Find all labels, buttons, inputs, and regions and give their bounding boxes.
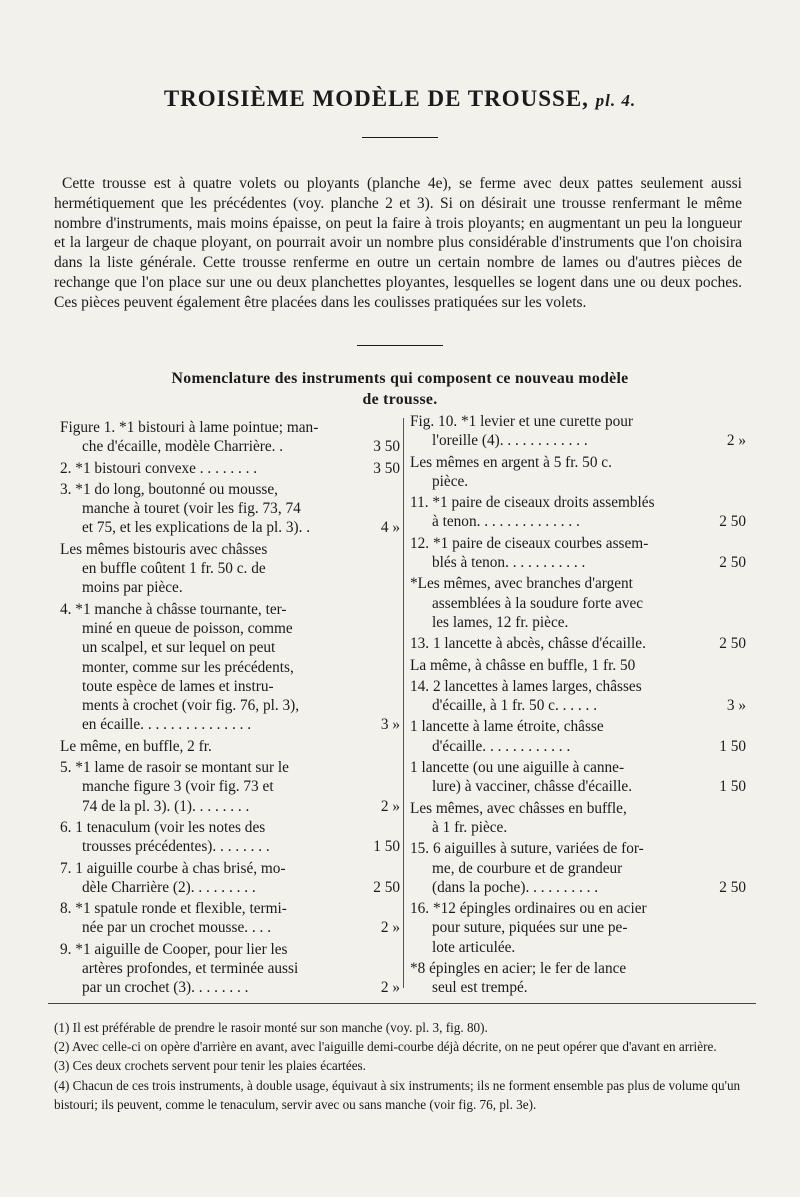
- entry-line: assemblées à la soudure forte avec: [432, 594, 644, 612]
- entry-line: trousses précédentes). . . . . . . . 1 50: [82, 838, 400, 856]
- entry-line: *8 épingles en acier; le fer de lance: [410, 960, 627, 978]
- right-entry: [410, 959, 746, 998]
- footnotes: [54, 1018, 754, 1114]
- entry-line: Les mêmes en argent à 5 fr. 50 c.: [410, 453, 612, 471]
- left-entry: [60, 758, 400, 816]
- footnote-rule: [48, 1003, 756, 1004]
- price: 2 50: [719, 513, 746, 531]
- section-rule: [357, 345, 443, 346]
- footnote-1: (1) Il est préférable de prendre le rasoir monté sur son manche (voy. pl. 3, fig. 80).: [54, 1020, 488, 1035]
- entry-line: 14. 2 lancettes à lames larges, châsses: [410, 677, 642, 695]
- price: 3 »: [726, 697, 746, 715]
- entry-line: 2. *1 bistouri convexe . . . . . . . . 3 50: [60, 459, 400, 477]
- entry-line: à tenon. . . . . . . . . . . . . . 2 50: [432, 513, 746, 531]
- price: 3 »: [380, 716, 400, 734]
- right-entry: [410, 899, 746, 957]
- entry-line: et 75, et les explications de la pl. 3). . 4 »: [82, 519, 400, 537]
- right-entry: [410, 634, 746, 653]
- price: 4 »: [380, 519, 400, 537]
- entry-line: me, de courbure et de grandeur: [432, 859, 623, 877]
- entry-line: blés à tenon. . . . . . . . . . . 2 50: [432, 554, 746, 572]
- left-entry: [60, 480, 400, 538]
- entry-line: 1 lancette (ou une aiguille à canne-: [410, 759, 625, 777]
- entry-line: (dans la poche). . . . . . . . . . 2 50: [432, 878, 746, 896]
- title-plate: pl. 4.: [595, 91, 637, 110]
- entry-line: miné en queue de poisson, comme: [82, 619, 293, 637]
- right-column: [410, 412, 746, 1000]
- left-entry: [60, 540, 400, 598]
- entry-line: 11. *1 paire de ciseaux droits assemblés: [410, 494, 655, 512]
- nomenclature-heading: [50, 368, 750, 410]
- price: 2 »: [726, 432, 746, 450]
- left-entry: [60, 940, 400, 998]
- right-entry: [410, 799, 746, 838]
- column-divider: [403, 418, 404, 988]
- entry-line: manche à touret (voir les fig. 73, 74: [82, 500, 301, 518]
- left-entry: [60, 600, 400, 735]
- right-entry: [410, 493, 746, 532]
- price: 2 »: [380, 919, 400, 937]
- entry-line: 74 de la pl. 3). (1). . . . . . . . 2 »: [82, 797, 400, 815]
- right-entry: [410, 412, 746, 451]
- right-entry: [410, 534, 746, 573]
- entry-line: 4. *1 manche à châsse tournante, ter-: [60, 600, 287, 618]
- heading-line-2: de trousse.: [362, 391, 438, 408]
- entry-line: les lames, 12 fr. pièce.: [432, 613, 569, 631]
- price: 3 50: [373, 459, 400, 477]
- right-entry: [410, 574, 746, 632]
- left-column: [60, 418, 400, 1000]
- entry-line: 16. *12 épingles ordinaires ou en acier: [410, 900, 647, 918]
- left-entry: [60, 418, 400, 457]
- price: 2 »: [380, 797, 400, 815]
- entry-line: ments à crochet (voir fig. 76, pl. 3),: [82, 697, 300, 715]
- left-entry: [60, 899, 400, 938]
- price: 2 50: [719, 878, 746, 896]
- price: 1 50: [373, 838, 400, 856]
- entry-line: pièce.: [432, 472, 469, 490]
- entry-line: lote articulée.: [432, 938, 516, 956]
- entry-gap: [60, 998, 400, 1000]
- entry-line: d'écaille, à 1 fr. 50 c. . . . . . 3 »: [432, 697, 746, 715]
- title-main: TROISIÈME MODÈLE DE TROUSSE,: [163, 86, 589, 111]
- entry-line: un scalpel, et sur lequel on peut: [82, 639, 276, 657]
- entry-line: à 1 fr. pièce.: [432, 818, 508, 836]
- entry-line: 9. *1 aiguille de Cooper, pour lier les: [60, 940, 288, 958]
- entry-line: dèle Charrière (2). . . . . . . . . 2 50: [82, 878, 400, 896]
- left-entry: [60, 818, 400, 857]
- entry-line: d'écaille. . . . . . . . . . . . 1 50: [432, 737, 746, 755]
- entry-line: pour suture, piquées sur une pe-: [432, 919, 628, 937]
- price: 2 »: [380, 979, 400, 997]
- heading-line-1: Nomenclature des instruments qui composent ce nouveau modèle: [171, 370, 629, 387]
- entry-line: 3. *1 do long, boutonné ou mousse,: [60, 480, 278, 498]
- entry-line: par un crochet (3). . . . . . . . 2 »: [82, 979, 400, 997]
- entry-line: Les mêmes bistouris avec châsses: [60, 540, 268, 558]
- footnote-3: (3) Ces deux crochets servent pour tenir les plaies écartées.: [54, 1058, 366, 1074]
- price: 2 50: [373, 878, 400, 896]
- entry-line: 6. 1 tenaculum (voir les notes des: [60, 818, 266, 836]
- entry-line: manche figure 3 (voir fig. 73 et: [82, 778, 274, 796]
- right-entry: [410, 717, 746, 756]
- entry-line: 15. 6 aiguilles à suture, variées de for-: [410, 840, 644, 858]
- entry-line: seul est trempé.: [432, 979, 528, 997]
- right-entry: [410, 453, 746, 492]
- entry-line: en buffle coûtent 1 fr. 50 c. de: [82, 560, 266, 578]
- entry-line: che d'écaille, modèle Charrière. . 3 50: [82, 438, 400, 456]
- entry-line: 5. *1 lame de rasoir se montant sur le: [60, 759, 289, 777]
- footnote-4: (4) Chacun de ces trois instruments, à double usage, équivaut à six instruments; ils ne forment ensemble pas plus de volume qu'un bistouri; ils peuvent, comme le tenaculum, servir avec ou sans manche (voir fig. 76, pl. 3e).: [54, 1077, 741, 1112]
- page-title: [0, 86, 800, 112]
- price: 2 50: [719, 554, 746, 572]
- entry-line: artères profondes, et terminée aussi: [82, 960, 299, 978]
- price: 1 50: [719, 778, 746, 796]
- entry-line: Figure 1. *1 bistouri à lame pointue; man-: [60, 419, 319, 436]
- title-rule: [362, 137, 438, 138]
- entry-line: 13. 1 lancette à abcès, châsse d'écaille. 2 50: [410, 635, 746, 653]
- entry-line: 7. 1 aiguille courbe à chas brisé, mo-: [60, 859, 286, 877]
- price: 1 50: [719, 737, 746, 755]
- right-entry: [410, 677, 746, 716]
- right-entry: [410, 758, 746, 797]
- entry-line: Le même, en buffle, 2 fr.: [60, 737, 212, 755]
- entry-line: l'oreille (4). . . . . . . . . . . . 2 »: [432, 432, 746, 450]
- entry-line: Fig. 10. *1 levier et une curette pour: [410, 413, 634, 430]
- right-entry: [410, 839, 746, 897]
- entry-line: Les mêmes, avec châsses en buffle,: [410, 799, 627, 817]
- entry-line: toute espèce de lames et instru-: [82, 677, 274, 695]
- entry-line: monter, comme sur les précédents,: [82, 658, 294, 676]
- entry-line: en écaille. . . . . . . . . . . . . . . 3 »: [82, 716, 400, 734]
- price: 3 50: [373, 438, 400, 456]
- footnote-2: (2) Avec celle-ci on opère d'arrière en avant, avec l'aiguille demi-courbe déjà décrite, on ne peut opérer que d'avant en arrière.: [54, 1039, 717, 1055]
- entry-gap: [410, 998, 746, 1000]
- entry-line: La même, à châsse en buffle, 1 fr. 50: [410, 656, 636, 674]
- left-entry: [60, 459, 400, 478]
- entry-line: 8. *1 spatule ronde et flexible, termi-: [60, 900, 287, 918]
- left-entry: [60, 859, 400, 898]
- entry-line: moins par pièce.: [82, 579, 183, 597]
- entry-line: 12. *1 paire de ciseaux courbes assem-: [410, 534, 649, 552]
- left-entry: [60, 737, 400, 756]
- intro-paragraph: Cette trousse est à quatre volets ou ployants (planche 4e), se ferme avec deux pattes seulement aussi hermétiquement que les précédentes (voy. planche 2 et 3). Si on désirait une trousse renfermant le même nombre d'instruments, mais moins épaisse, on peut la faire à trois ployants; en augmentant un peu la longueur et la largeur de chaque ployant, on pourrait avoir un nombre plus considérable d'instruments que l'on choisira dans la liste générale. Cette trousse renferme en outre un certain nombre de lames ou d'autres pièces de rechange que l'on place sur une ou deux planchettes ployantes, lesquelles se logent dans une ou deux poches. Ces pièces peuvent également être placées dans les coulisses pratiquées sur les volets.: [54, 175, 742, 311]
- entry-line: *Les mêmes, avec branches d'argent: [410, 575, 633, 593]
- price: 2 50: [719, 635, 746, 653]
- entry-line: lure) à vacciner, châsse d'écaille. 1 50: [432, 778, 746, 796]
- right-entry: [410, 656, 746, 675]
- entry-line: 1 lancette à lame étroite, châsse: [410, 718, 604, 736]
- entry-line: née par un crochet mousse. . . . 2 »: [82, 919, 400, 937]
